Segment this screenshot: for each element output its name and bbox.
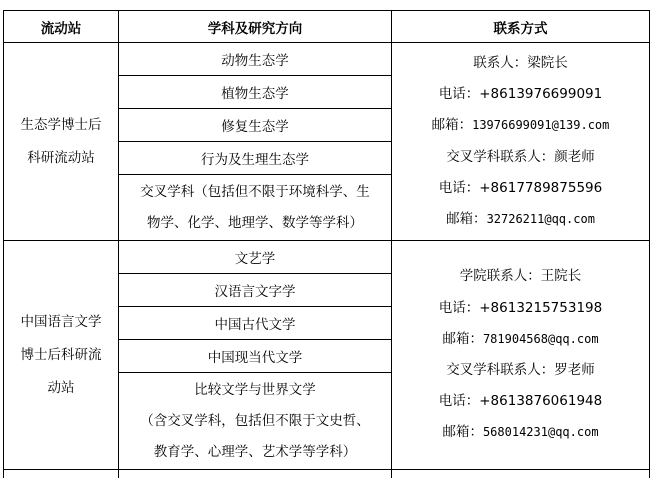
contact-person: 交叉学科联系人：颜老师 xyxy=(392,142,649,173)
table-row xyxy=(4,241,650,274)
subject-cell: 交叉学科（包括但不限于环境科学、生 物学、化学、地理学、数学等学科） xyxy=(119,175,392,241)
contact-email: 邮箱：13976699091@139.com xyxy=(392,110,649,141)
contact-phone: 电话：+8613215753198 xyxy=(392,293,649,324)
subject-cell: 比较文学与世界文学 （含交叉学科，包括但不限于文史哲、 教育学、心理学、艺术学等学科） xyxy=(119,373,392,470)
header-row xyxy=(4,11,650,43)
contact-cell xyxy=(392,43,650,241)
contact-cell xyxy=(392,241,650,470)
subject-cell: 植物生态学 xyxy=(119,76,392,109)
contact-person: 联系人：梁院长 xyxy=(392,48,649,79)
contact-email: 邮箱：781904568@qq.com xyxy=(392,324,649,355)
subject-cell: 汉语言文字学 xyxy=(119,274,392,307)
contact-email: 邮箱：568014231@qq.com xyxy=(392,417,649,448)
header-contact: 联系方式 xyxy=(392,11,650,43)
contact-phone: 电话：+8613876061948 xyxy=(392,386,649,417)
station-name: 中国语言文学 博士后科研流 动站 xyxy=(4,241,119,470)
subject-cell: 动物生态学 xyxy=(119,43,392,76)
subject-cell: 行为及生理生态学 xyxy=(119,142,392,175)
contact-phone: 电话：+8613976699091 xyxy=(392,79,649,110)
subject-cell: 中国现当代文学 xyxy=(119,340,392,373)
header-subject: 学科及研究方向 xyxy=(119,11,392,43)
subject-cell: 文艺学 xyxy=(119,241,392,274)
contact-phone: 电话：+8617789875596 xyxy=(392,173,649,204)
header-station: 流动站 xyxy=(4,11,119,43)
table-row xyxy=(4,43,650,76)
subject-cell: 修复生态学 xyxy=(119,109,392,142)
table-row xyxy=(4,470,650,478)
subject-cell: 中国古代文学 xyxy=(119,307,392,340)
contact-person: 交叉学科联系人：罗老师 xyxy=(392,355,649,386)
contact-email: 邮箱：32726211@qq.com xyxy=(392,204,649,235)
contact-person: 学院联系人：王院长 xyxy=(392,261,649,292)
postdoc-station-table xyxy=(3,10,650,478)
station-name: 生态学博士后 科研流动站 xyxy=(4,43,119,241)
